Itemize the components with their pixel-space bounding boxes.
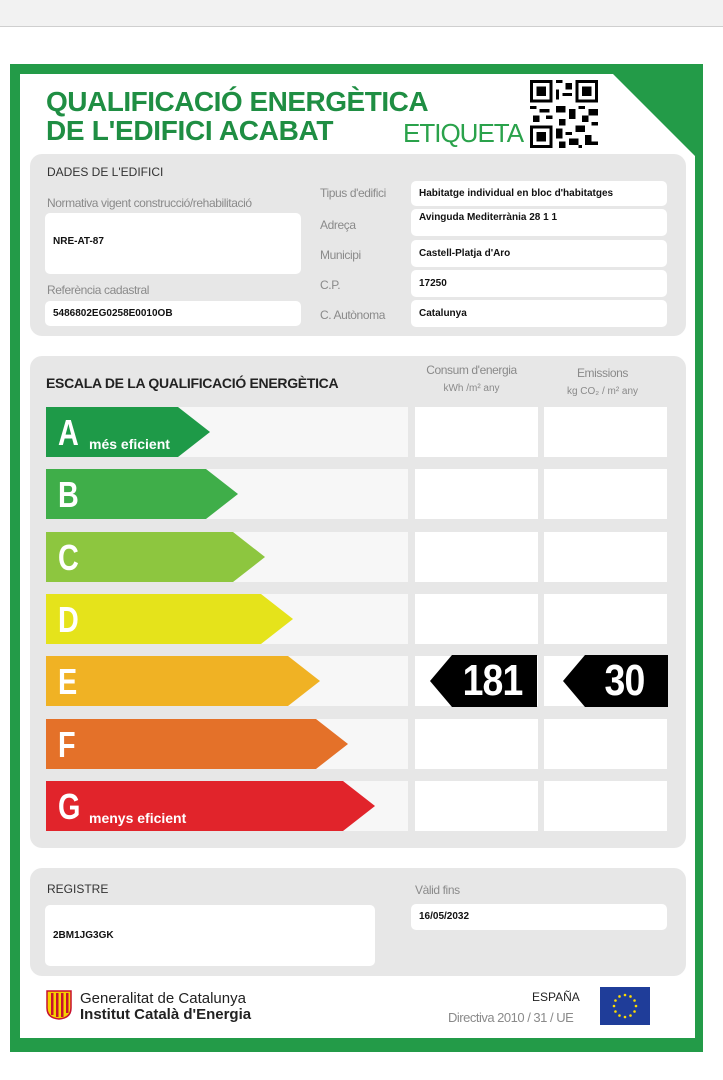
emissions-cell-f (544, 719, 667, 769)
top-toolbar (0, 0, 723, 27)
address-value: Avinguda Mediterrània 28 1 1 (411, 209, 667, 236)
energy-cell-d (415, 594, 538, 644)
class-arrow-c (46, 532, 265, 582)
generalitat-name: Generalitat de Catalunya (80, 990, 246, 1007)
class-letter-b: B (58, 474, 79, 515)
energy-cell-a (415, 407, 538, 457)
emissions-rating-value: 30 (604, 656, 645, 705)
postcode-label: C.P. (320, 278, 341, 292)
qr-code-icon (530, 80, 598, 148)
class-letter-e: E (58, 661, 78, 702)
municipality-label: Municipi (320, 248, 361, 262)
class-letter-g: G (58, 786, 81, 827)
class-arrow-d (46, 594, 293, 644)
title-line-1: QUALIFICACIÓ ENERGÈTICA (46, 86, 429, 117)
valid-until-value: 16/05/2032 (411, 904, 667, 930)
region-value: Catalunya (411, 300, 667, 327)
energy-cell-g (415, 781, 538, 831)
institute-name: Institut Català d'Energia (80, 1006, 252, 1023)
corner-triangle (613, 74, 695, 156)
label-type: ETIQUETA (403, 118, 524, 148)
emissions-cell-d (544, 594, 667, 644)
region-label: C. Autònoma (320, 308, 385, 322)
class-letter-c: C (58, 537, 79, 578)
class-letter-d: D (58, 599, 79, 640)
class-letter-a: A (58, 412, 79, 453)
registry-label: REGISTRE (47, 882, 109, 896)
energy-rating-value: 181 (462, 656, 523, 705)
energy-cell-b (415, 469, 538, 519)
class-arrow-f (46, 719, 348, 769)
emissions-cell-a (544, 407, 667, 457)
valid-until-label: Vàlid fins (415, 883, 460, 897)
energy-unit: kWh /m² any (443, 383, 500, 394)
emissions-cell-b (544, 469, 667, 519)
building-type-label: Tipus d'edifici (320, 186, 386, 200)
regulation-value: NRE-AT-87 (45, 213, 301, 274)
registry-value: 2BM1JG3GK (45, 905, 375, 966)
building-type-value: Habitatge individual en bloc d'habitatges (411, 181, 667, 206)
generalitat-shield-icon (46, 990, 72, 1020)
municipality-value: Castell-Platja d'Aro (411, 240, 667, 267)
emissions-unit: kg CO₂ / m² any (566, 386, 639, 397)
energy-header: Consum d'energia (426, 363, 517, 377)
emissions-header: Emissions (576, 366, 629, 380)
title-line-2: DE L'EDIFICI ACABAT (46, 115, 334, 146)
class-letter-f: F (58, 724, 76, 765)
building-section-title: DADES DE L'EDIFICI (47, 165, 164, 179)
cadastral-value: 5486802EG0258E0010OB (45, 301, 301, 326)
scale-title: ESCALA DE LA QUALIFICACIÓ ENERGÈTICA (46, 375, 339, 391)
address-label: Adreça (320, 218, 356, 232)
class-caption-g: menys eficient (89, 810, 187, 826)
country-label: ESPAÑA (532, 990, 580, 1004)
postcode-value: 17250 (411, 270, 667, 297)
regulation-label: Normativa vigent construcció/rehabilitació (47, 196, 252, 210)
class-caption-a: més eficient (89, 436, 170, 452)
directive-label: Directiva 2010 / 31 / UE (448, 1010, 574, 1025)
energy-cell-c (415, 532, 538, 582)
emissions-cell-c (544, 532, 667, 582)
energy-cell-f (415, 719, 538, 769)
class-arrow-e (46, 656, 320, 706)
eu-flag-icon (600, 987, 650, 1025)
cadastral-label: Referència cadastral (47, 283, 150, 297)
emissions-cell-g (544, 781, 667, 831)
